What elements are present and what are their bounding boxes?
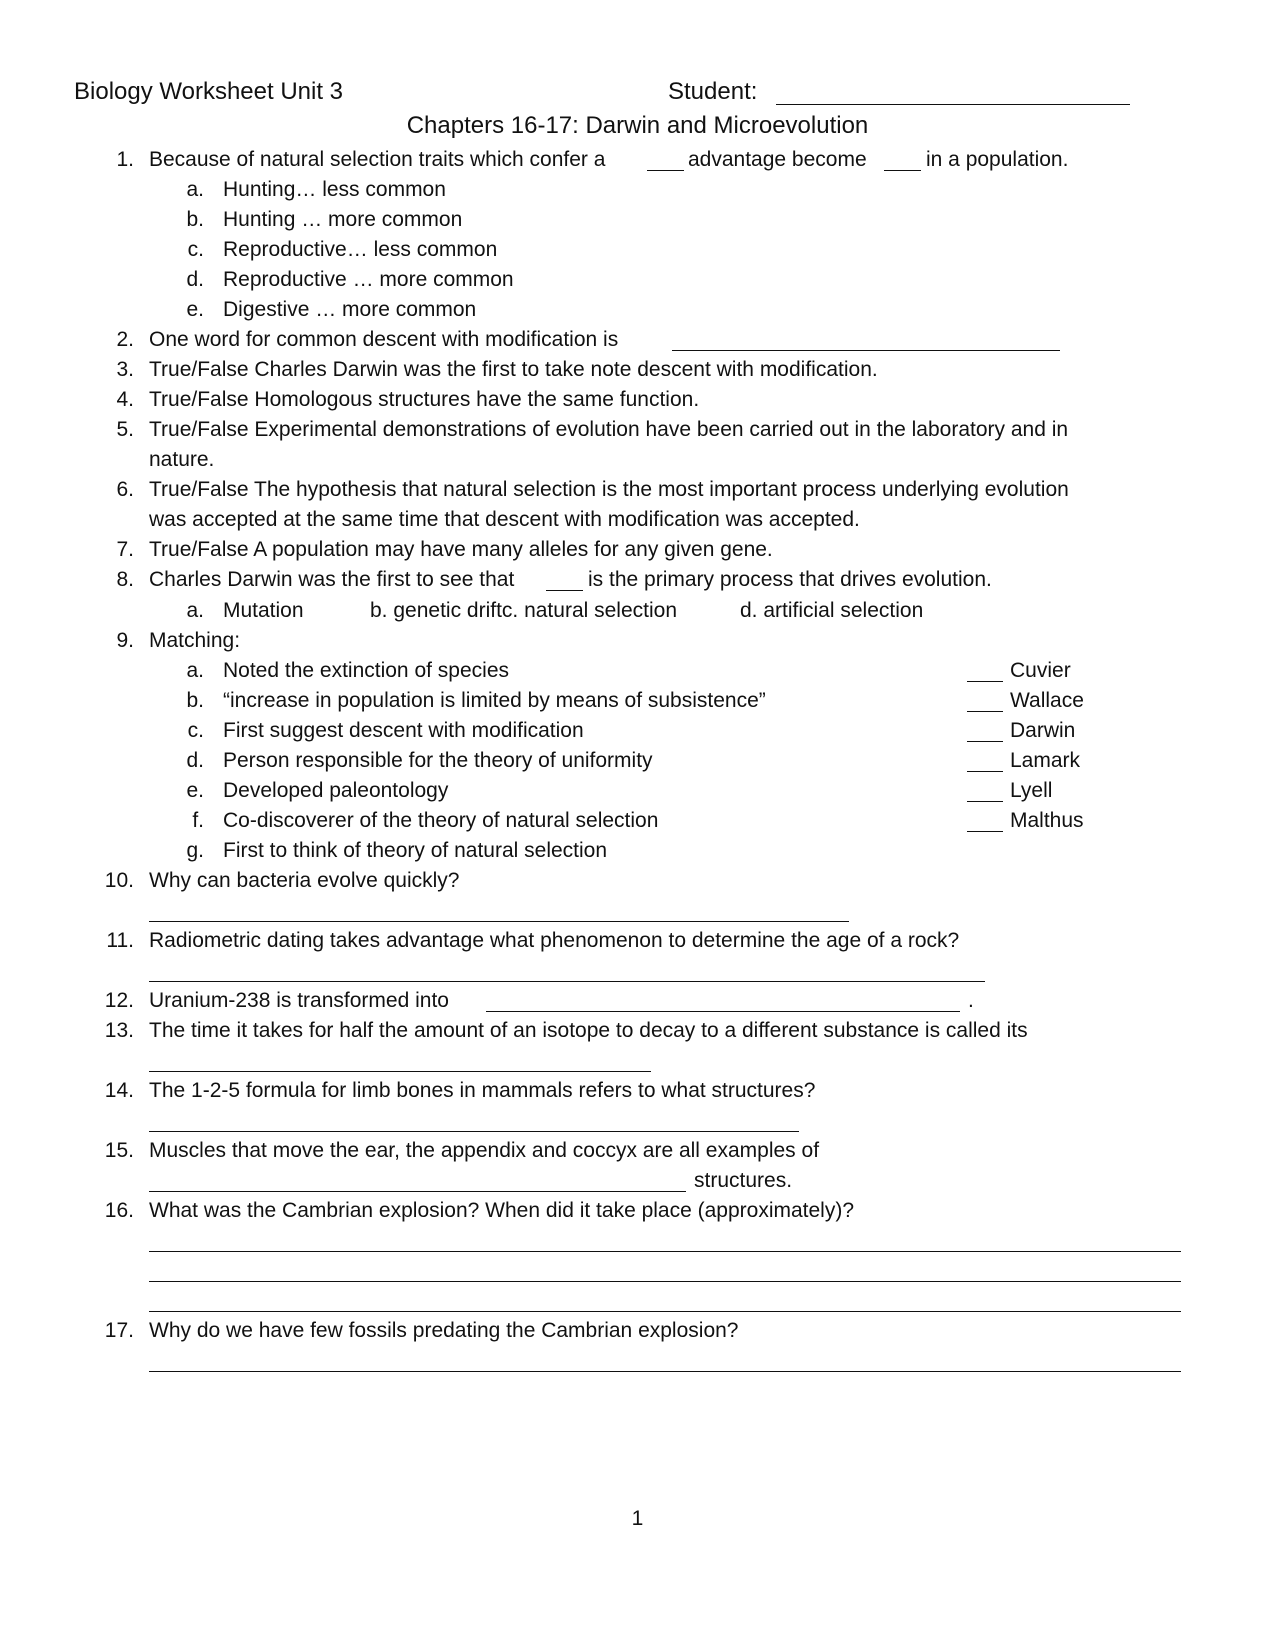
q1-option-e[interactable]: Digestive … more common (223, 298, 477, 321)
q9-match-blank[interactable] (967, 681, 1003, 682)
q8-number: 8. (116, 568, 134, 591)
q16-answer-blank-2[interactable] (149, 1281, 1181, 1282)
q8-option-letter: a. (186, 599, 204, 622)
student-name-blank[interactable] (776, 104, 1130, 105)
q5-number: 5. (116, 418, 134, 441)
q9-match-blank[interactable] (967, 831, 1003, 832)
q15-answer-blank[interactable] (149, 1191, 686, 1192)
q12-number: 12. (104, 989, 134, 1012)
q9-item-letter: d. (186, 749, 204, 772)
q14-number: 14. (104, 1079, 134, 1102)
q16-number: 16. (104, 1199, 134, 1222)
q8-blank[interactable] (546, 590, 583, 591)
q9-name-malthus: Malthus (1010, 809, 1084, 832)
q9-item-b: “increase in population is limited by means of subsistence” (223, 689, 766, 712)
q9-item-letter: f. (192, 809, 204, 832)
q1-option-letter: b. (186, 208, 204, 231)
q15-structures: structures. (694, 1169, 793, 1192)
q9-number: 9. (116, 629, 134, 652)
q1-option-letter: a. (186, 178, 204, 201)
q9-item-c: First suggest descent with modification (223, 719, 584, 742)
q6-text-line2: was accepted at the same time that descent with modification was accepted. (149, 508, 860, 531)
q9-item-letter: a. (186, 659, 204, 682)
q1-text-part1: Because of natural selection traits which confer a (149, 148, 606, 171)
q16-text: What was the Cambrian explosion? When did it take place (approximately)? (149, 1199, 855, 1222)
q1-option-letter: c. (187, 238, 204, 261)
q14-answer-blank[interactable] (149, 1131, 799, 1132)
q13-number: 13. (104, 1019, 134, 1042)
q3-number: 3. (116, 358, 134, 381)
q9-name-darwin: Darwin (1010, 719, 1076, 742)
q17-text: Why do we have few fossils predating the Cambrian explosion? (149, 1319, 739, 1342)
q1-text-part3: in a population. (926, 148, 1069, 171)
student-label: Student: (668, 78, 758, 105)
q8-option-b-c[interactable]: b. genetic driftc. natural selection (370, 599, 678, 622)
q17-answer-blank[interactable] (149, 1371, 1181, 1372)
q1-option-b[interactable]: Hunting … more common (223, 208, 463, 231)
q9-item-f: Co-discoverer of the theory of natural selection (223, 809, 659, 832)
q16-answer-blank-1[interactable] (149, 1251, 1181, 1252)
q12-period: . (968, 989, 974, 1012)
q9-match-blank[interactable] (967, 771, 1003, 772)
q8-option-a[interactable]: Mutation (223, 599, 304, 622)
q9-item-letter: c. (187, 719, 204, 742)
q1-option-c[interactable]: Reproductive… less common (223, 238, 498, 261)
q2-text: One word for common descent with modification is (149, 328, 619, 351)
q9-match-blank[interactable] (967, 801, 1003, 802)
q8-text-part1: Charles Darwin was the first to see that (149, 568, 515, 591)
q15-text: Muscles that move the ear, the appendix and coccyx are all examples of (149, 1139, 820, 1162)
q9-match-blank[interactable] (967, 741, 1003, 742)
q10-number: 10. (104, 869, 134, 892)
q17-number: 17. (104, 1319, 134, 1342)
q9-label: Matching: (149, 629, 241, 652)
q11-number: 11. (106, 929, 134, 952)
worksheet-course-title: Biology Worksheet Unit 3 (74, 78, 344, 105)
q9-item-e: Developed paleontology (223, 779, 449, 802)
q1-number: 1. (116, 148, 134, 171)
q5-text-line2: nature. (149, 448, 215, 471)
q7-text: True/False A population may have many alleles for any given gene. (149, 538, 773, 561)
q14-text: The 1-2-5 formula for limb bones in mammals refers to what structures? (149, 1079, 816, 1102)
page-title: Chapters 16-17: Darwin and Microevolution (406, 112, 869, 139)
q15-number: 15. (104, 1139, 134, 1162)
q9-item-d: Person responsible for the theory of uniformity (223, 749, 653, 772)
page-number: 1 (631, 1507, 644, 1530)
q1-blank-1[interactable] (647, 170, 684, 171)
q1-blank-2[interactable] (884, 170, 921, 171)
q1-option-letter: e. (186, 298, 204, 321)
q9-name-lamark: Lamark (1010, 749, 1081, 772)
q4-number: 4. (116, 388, 134, 411)
q11-text: Radiometric dating takes advantage what phenomenon to determine the age of a rock? (149, 929, 960, 952)
q6-text-line1: True/False The hypothesis that natural selection is the most important process underlying evolution (149, 478, 1069, 501)
q8-text-part2: is the primary process that drives evolution. (588, 568, 992, 591)
q1-option-a[interactable]: Hunting… less common (223, 178, 446, 201)
q5-text-line1: True/False Experimental demonstrations of evolution have been carried out in the laboratory and in (149, 418, 1069, 441)
q9-name-cuvier: Cuvier (1010, 659, 1071, 682)
q16-answer-blank-3[interactable] (149, 1311, 1181, 1312)
q1-option-d[interactable]: Reproductive … more common (223, 268, 514, 291)
q9-name-wallace: Wallace (1010, 689, 1084, 712)
q1-option-letter: d. (186, 268, 204, 291)
q1-text-part2: advantage become (688, 148, 867, 171)
q7-number: 7. (116, 538, 134, 561)
q9-item-letter: e. (186, 779, 204, 802)
q6-number: 6. (116, 478, 134, 501)
q2-answer-blank[interactable] (672, 350, 1060, 351)
q9-item-letter: b. (186, 689, 204, 712)
q9-name-lyell: Lyell (1010, 779, 1053, 802)
q12-text: Uranium-238 is transformed into (149, 989, 449, 1012)
q10-text: Why can bacteria evolve quickly? (149, 869, 460, 892)
q10-answer-blank[interactable] (149, 921, 849, 922)
q9-item-a: Noted the extinction of species (223, 659, 510, 682)
q3-text: True/False Charles Darwin was the first to take note descent with modification. (149, 358, 878, 381)
q13-answer-blank[interactable] (149, 1071, 651, 1072)
q11-answer-blank[interactable] (149, 981, 985, 982)
q9-item-letter: g. (186, 839, 204, 862)
q12-answer-blank[interactable] (486, 1011, 960, 1012)
q13-text: The time it takes for half the amount of an isotope to decay to a different substance is called its (149, 1019, 1028, 1042)
q2-number: 2. (116, 328, 134, 351)
q9-match-blank[interactable] (967, 711, 1003, 712)
q8-option-d[interactable]: d. artificial selection (740, 599, 924, 622)
q4-text: True/False Homologous structures have the same function. (149, 388, 700, 411)
q9-item-g: First to think of theory of natural selection (223, 839, 608, 862)
